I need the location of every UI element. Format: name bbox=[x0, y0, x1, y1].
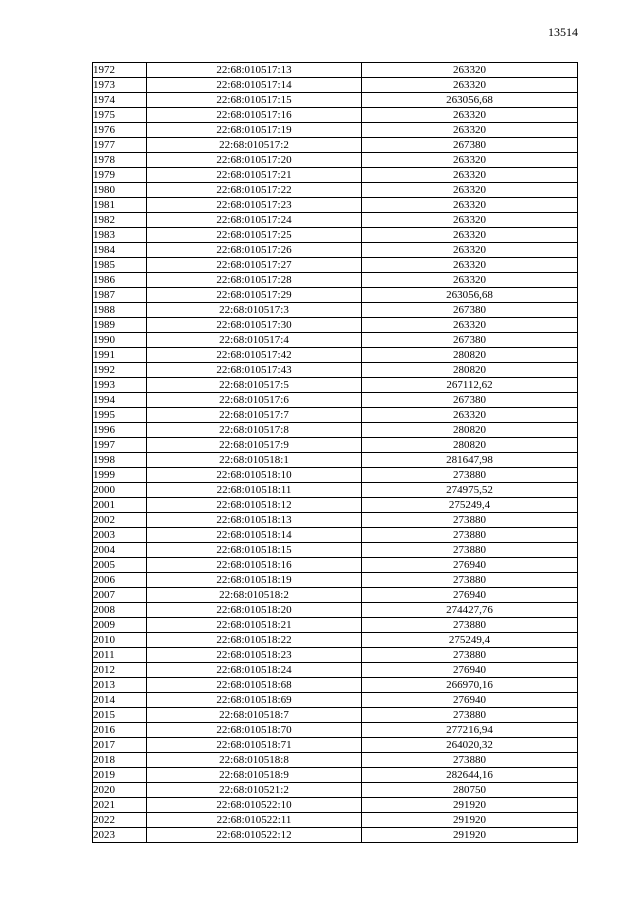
row-number-cell: 2021 bbox=[93, 798, 147, 813]
table-row bbox=[93, 603, 578, 618]
value-cell: 263320 bbox=[362, 198, 578, 213]
table-row bbox=[93, 663, 578, 678]
table-row bbox=[93, 198, 578, 213]
row-number-cell: 2014 bbox=[93, 693, 147, 708]
table-row bbox=[93, 213, 578, 228]
table-row bbox=[93, 618, 578, 633]
value-cell: 274975,52 bbox=[362, 483, 578, 498]
cadastral-number-cell: 22:68:010518:68 bbox=[147, 678, 362, 693]
row-number-cell: 2007 bbox=[93, 588, 147, 603]
cadastral-number-cell: 22:68:010518:11 bbox=[147, 483, 362, 498]
row-number-cell: 2023 bbox=[93, 828, 147, 843]
row-number-cell: 2009 bbox=[93, 618, 147, 633]
row-number-cell: 2019 bbox=[93, 768, 147, 783]
value-cell: 267380 bbox=[362, 333, 578, 348]
table-row bbox=[93, 753, 578, 768]
value-cell: 263320 bbox=[362, 258, 578, 273]
table-row bbox=[93, 228, 578, 243]
row-number-cell: 1984 bbox=[93, 243, 147, 258]
cadastral-number-cell: 22:68:010518:20 bbox=[147, 603, 362, 618]
table-row bbox=[93, 183, 578, 198]
value-cell: 291920 bbox=[362, 813, 578, 828]
row-number-cell: 2008 bbox=[93, 603, 147, 618]
cadastral-number-cell: 22:68:010518:16 bbox=[147, 558, 362, 573]
value-cell: 273880 bbox=[362, 648, 578, 663]
table-row bbox=[93, 363, 578, 378]
data-table bbox=[92, 62, 578, 843]
row-number-cell: 1976 bbox=[93, 123, 147, 138]
table-row bbox=[93, 423, 578, 438]
row-number-cell: 1998 bbox=[93, 453, 147, 468]
cadastral-number-cell: 22:68:010518:10 bbox=[147, 468, 362, 483]
table-row bbox=[93, 708, 578, 723]
value-cell: 263320 bbox=[362, 228, 578, 243]
table-row bbox=[93, 828, 578, 843]
row-number-cell: 2003 bbox=[93, 528, 147, 543]
table-row bbox=[93, 108, 578, 123]
value-cell: 263320 bbox=[362, 63, 578, 78]
table-row bbox=[93, 498, 578, 513]
value-cell: 275249,4 bbox=[362, 498, 578, 513]
table-row bbox=[93, 318, 578, 333]
cadastral-number-cell: 22:68:010517:14 bbox=[147, 78, 362, 93]
cadastral-number-cell: 22:68:010518:14 bbox=[147, 528, 362, 543]
row-number-cell: 1974 bbox=[93, 93, 147, 108]
row-number-cell: 1979 bbox=[93, 168, 147, 183]
cadastral-number-cell: 22:68:010518:21 bbox=[147, 618, 362, 633]
table-row bbox=[93, 348, 578, 363]
cadastral-number-cell: 22:68:010518:2 bbox=[147, 588, 362, 603]
table-row bbox=[93, 783, 578, 798]
cadastral-number-cell: 22:68:010517:22 bbox=[147, 183, 362, 198]
value-cell: 263320 bbox=[362, 108, 578, 123]
cadastral-number-cell: 22:68:010518:70 bbox=[147, 723, 362, 738]
cadastral-number-cell: 22:68:010518:71 bbox=[147, 738, 362, 753]
table-row bbox=[93, 168, 578, 183]
value-cell: 263320 bbox=[362, 243, 578, 258]
value-cell: 263320 bbox=[362, 78, 578, 93]
table-row bbox=[93, 723, 578, 738]
value-cell: 267380 bbox=[362, 393, 578, 408]
row-number-cell: 1975 bbox=[93, 108, 147, 123]
value-cell: 263320 bbox=[362, 273, 578, 288]
table-row bbox=[93, 138, 578, 153]
cadastral-number-cell: 22:68:010522:11 bbox=[147, 813, 362, 828]
cadastral-number-cell: 22:68:010517:13 bbox=[147, 63, 362, 78]
value-cell: 273880 bbox=[362, 753, 578, 768]
cadastral-number-cell: 22:68:010518:8 bbox=[147, 753, 362, 768]
table-row bbox=[93, 468, 578, 483]
table-row bbox=[93, 573, 578, 588]
row-number-cell: 1977 bbox=[93, 138, 147, 153]
cadastral-number-cell: 22:68:010518:7 bbox=[147, 708, 362, 723]
cadastral-number-cell: 22:68:010518:19 bbox=[147, 573, 362, 588]
value-cell: 263056,68 bbox=[362, 93, 578, 108]
row-number-cell: 1980 bbox=[93, 183, 147, 198]
row-number-cell: 1981 bbox=[93, 198, 147, 213]
table-row bbox=[93, 678, 578, 693]
row-number-cell: 1986 bbox=[93, 273, 147, 288]
row-number-cell: 1995 bbox=[93, 408, 147, 423]
value-cell: 263320 bbox=[362, 153, 578, 168]
value-cell: 276940 bbox=[362, 663, 578, 678]
value-cell: 276940 bbox=[362, 558, 578, 573]
table-row bbox=[93, 78, 578, 93]
cadastral-number-cell: 22:68:010517:43 bbox=[147, 363, 362, 378]
value-cell: 275249,4 bbox=[362, 633, 578, 648]
row-number-cell: 2001 bbox=[93, 498, 147, 513]
cadastral-number-cell: 22:68:010517:4 bbox=[147, 333, 362, 348]
cadastral-number-cell: 22:68:010517:19 bbox=[147, 123, 362, 138]
row-number-cell: 2002 bbox=[93, 513, 147, 528]
table-row bbox=[93, 738, 578, 753]
value-cell: 273880 bbox=[362, 543, 578, 558]
value-cell: 267112,62 bbox=[362, 378, 578, 393]
row-number-cell: 1987 bbox=[93, 288, 147, 303]
value-cell: 291920 bbox=[362, 798, 578, 813]
value-cell: 263320 bbox=[362, 168, 578, 183]
value-cell: 291920 bbox=[362, 828, 578, 843]
row-number-cell: 2018 bbox=[93, 753, 147, 768]
value-cell: 280820 bbox=[362, 348, 578, 363]
cadastral-number-cell: 22:68:010517:30 bbox=[147, 318, 362, 333]
value-cell: 280750 bbox=[362, 783, 578, 798]
value-cell: 267380 bbox=[362, 303, 578, 318]
row-number-cell: 1992 bbox=[93, 363, 147, 378]
value-cell: 276940 bbox=[362, 693, 578, 708]
cadastral-number-cell: 22:68:010517:42 bbox=[147, 348, 362, 363]
value-cell: 276940 bbox=[362, 588, 578, 603]
row-number-cell: 1978 bbox=[93, 153, 147, 168]
row-number-cell: 1985 bbox=[93, 258, 147, 273]
row-number-cell: 2000 bbox=[93, 483, 147, 498]
row-number-cell: 1993 bbox=[93, 378, 147, 393]
value-cell: 267380 bbox=[362, 138, 578, 153]
row-number-cell: 2011 bbox=[93, 648, 147, 663]
row-number-cell: 1999 bbox=[93, 468, 147, 483]
cadastral-number-cell: 22:68:010522:10 bbox=[147, 798, 362, 813]
table-row bbox=[93, 333, 578, 348]
cadastral-number-cell: 22:68:010517:6 bbox=[147, 393, 362, 408]
cadastral-number-cell: 22:68:010518:22 bbox=[147, 633, 362, 648]
cadastral-number-cell: 22:68:010517:2 bbox=[147, 138, 362, 153]
table-row bbox=[93, 648, 578, 663]
table-row bbox=[93, 243, 578, 258]
value-cell: 273880 bbox=[362, 708, 578, 723]
table-row bbox=[93, 123, 578, 138]
value-cell: 280820 bbox=[362, 423, 578, 438]
cadastral-number-cell: 22:68:010517:27 bbox=[147, 258, 362, 273]
value-cell: 273880 bbox=[362, 618, 578, 633]
value-cell: 263320 bbox=[362, 123, 578, 138]
table-row bbox=[93, 813, 578, 828]
row-number-cell: 1991 bbox=[93, 348, 147, 363]
row-number-cell: 1996 bbox=[93, 423, 147, 438]
cadastral-number-cell: 22:68:010518:69 bbox=[147, 693, 362, 708]
table-row bbox=[93, 588, 578, 603]
value-cell: 273880 bbox=[362, 513, 578, 528]
value-cell: 263320 bbox=[362, 318, 578, 333]
row-number-cell: 2017 bbox=[93, 738, 147, 753]
value-cell: 274427,76 bbox=[362, 603, 578, 618]
cadastral-number-cell: 22:68:010518:1 bbox=[147, 453, 362, 468]
cadastral-number-cell: 22:68:010517:9 bbox=[147, 438, 362, 453]
row-number-cell: 1982 bbox=[93, 213, 147, 228]
cadastral-number-cell: 22:68:010518:9 bbox=[147, 768, 362, 783]
table-row bbox=[93, 558, 578, 573]
cadastral-number-cell: 22:68:010518:12 bbox=[147, 498, 362, 513]
value-cell: 273880 bbox=[362, 468, 578, 483]
cadastral-number-cell: 22:68:010518:23 bbox=[147, 648, 362, 663]
row-number-cell: 2022 bbox=[93, 813, 147, 828]
row-number-cell: 2006 bbox=[93, 573, 147, 588]
cadastral-number-cell: 22:68:010517:20 bbox=[147, 153, 362, 168]
table-row bbox=[93, 543, 578, 558]
cadastral-number-cell: 22:68:010522:12 bbox=[147, 828, 362, 843]
value-cell: 263320 bbox=[362, 408, 578, 423]
cadastral-number-cell: 22:68:010517:8 bbox=[147, 423, 362, 438]
cadastral-number-cell: 22:68:010517:26 bbox=[147, 243, 362, 258]
table-row bbox=[93, 93, 578, 108]
cadastral-number-cell: 22:68:010518:15 bbox=[147, 543, 362, 558]
row-number-cell: 2004 bbox=[93, 543, 147, 558]
value-cell: 266970,16 bbox=[362, 678, 578, 693]
value-cell: 280820 bbox=[362, 438, 578, 453]
row-number-cell: 2015 bbox=[93, 708, 147, 723]
row-number-cell: 1972 bbox=[93, 63, 147, 78]
cadastral-number-cell: 22:68:010517:5 bbox=[147, 378, 362, 393]
table-row bbox=[93, 303, 578, 318]
cadastral-number-cell: 22:68:010517:16 bbox=[147, 108, 362, 123]
value-cell: 264020,32 bbox=[362, 738, 578, 753]
table-row bbox=[93, 153, 578, 168]
cadastral-number-cell: 22:68:010517:25 bbox=[147, 228, 362, 243]
table-body bbox=[93, 63, 578, 843]
row-number-cell: 2013 bbox=[93, 678, 147, 693]
cadastral-number-cell: 22:68:010517:15 bbox=[147, 93, 362, 108]
table-row bbox=[93, 768, 578, 783]
table-row bbox=[93, 633, 578, 648]
row-number-cell: 2016 bbox=[93, 723, 147, 738]
table-row bbox=[93, 693, 578, 708]
value-cell: 263056,68 bbox=[362, 288, 578, 303]
table-row bbox=[93, 438, 578, 453]
row-number-cell: 2005 bbox=[93, 558, 147, 573]
cadastral-number-cell: 22:68:010518:24 bbox=[147, 663, 362, 678]
table-row bbox=[93, 408, 578, 423]
table-row bbox=[93, 528, 578, 543]
row-number-cell: 2010 bbox=[93, 633, 147, 648]
table-row bbox=[93, 513, 578, 528]
table-row bbox=[93, 393, 578, 408]
table-row bbox=[93, 798, 578, 813]
cadastral-number-cell: 22:68:010517:29 bbox=[147, 288, 362, 303]
cadastral-number-cell: 22:68:010517:7 bbox=[147, 408, 362, 423]
cadastral-number-cell: 22:68:010517:28 bbox=[147, 273, 362, 288]
row-number-cell: 1973 bbox=[93, 78, 147, 93]
value-cell: 263320 bbox=[362, 183, 578, 198]
row-number-cell: 1988 bbox=[93, 303, 147, 318]
cadastral-number-cell: 22:68:010517:24 bbox=[147, 213, 362, 228]
table-row bbox=[93, 483, 578, 498]
cadastral-number-cell: 22:68:010517:23 bbox=[147, 198, 362, 213]
row-number-cell: 1990 bbox=[93, 333, 147, 348]
table-row bbox=[93, 453, 578, 468]
value-cell: 280820 bbox=[362, 363, 578, 378]
cadastral-number-cell: 22:68:010521:2 bbox=[147, 783, 362, 798]
row-number-cell: 1983 bbox=[93, 228, 147, 243]
value-cell: 273880 bbox=[362, 528, 578, 543]
table-row bbox=[93, 273, 578, 288]
table-row bbox=[93, 63, 578, 78]
table-row bbox=[93, 288, 578, 303]
row-number-cell: 2020 bbox=[93, 783, 147, 798]
page-number: 13514 bbox=[548, 25, 578, 39]
row-number-cell: 2012 bbox=[93, 663, 147, 678]
row-number-cell: 1994 bbox=[93, 393, 147, 408]
cadastral-number-cell: 22:68:010517:3 bbox=[147, 303, 362, 318]
row-number-cell: 1997 bbox=[93, 438, 147, 453]
value-cell: 263320 bbox=[362, 213, 578, 228]
value-cell: 282644,16 bbox=[362, 768, 578, 783]
value-cell: 273880 bbox=[362, 573, 578, 588]
table-row bbox=[93, 378, 578, 393]
value-cell: 281647,98 bbox=[362, 453, 578, 468]
value-cell: 277216,94 bbox=[362, 723, 578, 738]
row-number-cell: 1989 bbox=[93, 318, 147, 333]
cadastral-number-cell: 22:68:010518:13 bbox=[147, 513, 362, 528]
cadastral-number-cell: 22:68:010517:21 bbox=[147, 168, 362, 183]
table-row bbox=[93, 258, 578, 273]
